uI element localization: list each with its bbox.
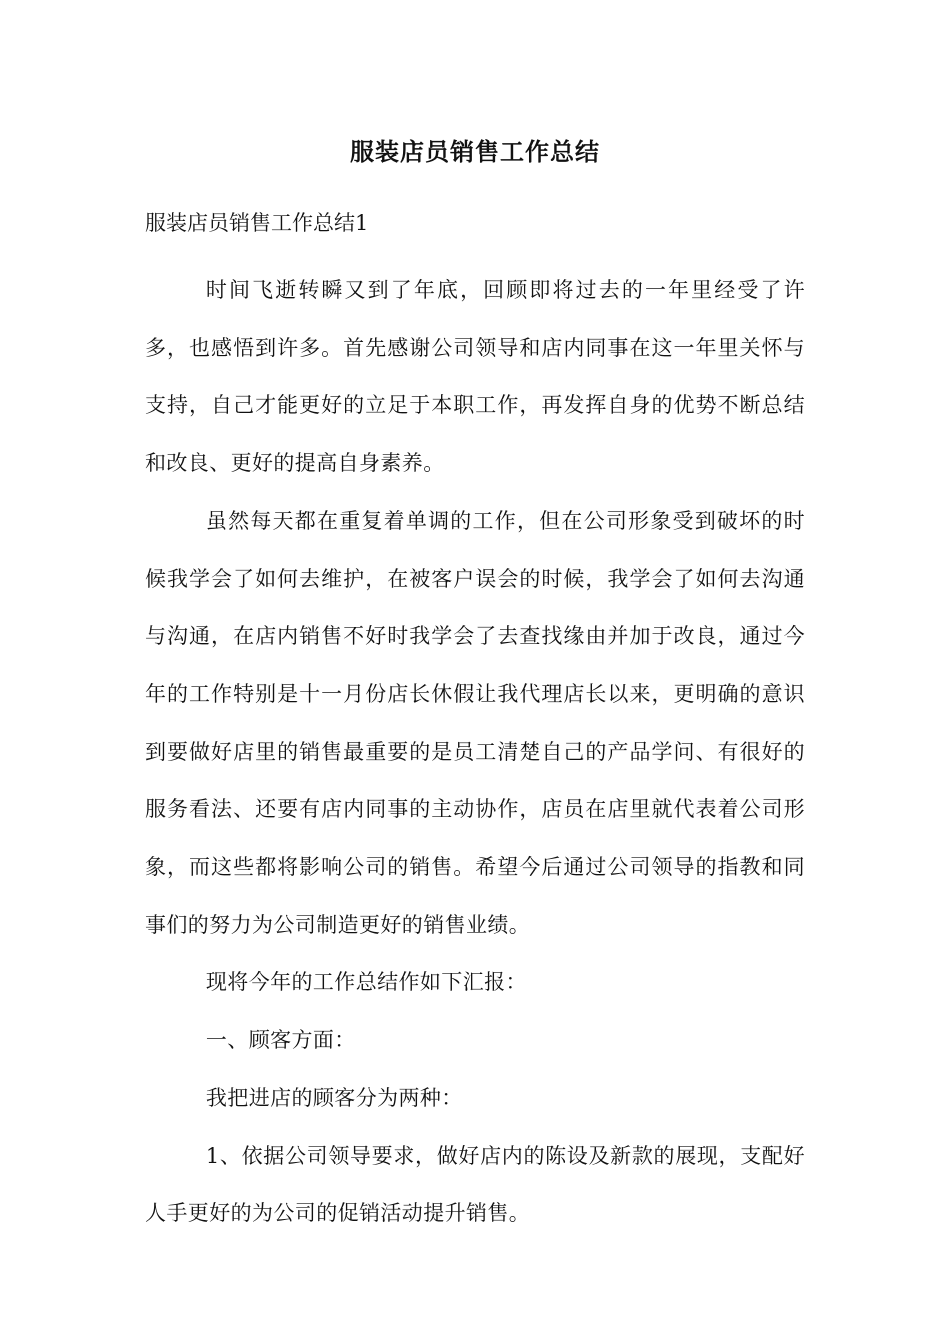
paragraph-reflection: 虽然每天都在重复着单调的工作，但在公司形象受到破坏的时候我学会了如何去维护，在被客户误会的时候，我学会了如何去沟通与沟通，在店内销售不好时我学会了去查找缘由并加于改良，通过今年的工作特别是十一月份店长休假让我代理店长以来，更明确的意识到要做好店里的销售最重要的是员工清楚自己的产品学问、有很好的服务看法、还要有店内同事的主动协作，店员在店里就代表着公司形象，而这些都将影响公司的销售。希望今后通过公司领导的指教和同事们的努力为公司制造更好的销售业绩。: [145, 508, 805, 937]
paragraph-intro: 时间飞逝转瞬又到了年底，回顾即将过去的一年里经受了许多，也感悟到许多。首先感谢公司领导和店内同事在这一年里关怀与支持，自己才能更好的立足于本职工作，再发挥自身的优势不断总结和改良、更好的提高自身素养。: [145, 278, 805, 476]
paragraph-customer-heading: 一、顾客方面：: [205, 1028, 356, 1053]
paragraph-customer-types: 我把进店的顾客分为两种：: [205, 1085, 463, 1110]
document-title: 服装店员销售工作总结: [350, 137, 600, 166]
document-body: [145, 262, 805, 1243]
paragraph-item-1: 1、依据公司领导要求，做好店内的陈设及新款的展现，支配好人手更好的为公司的促销活动提升销售。: [145, 1143, 805, 1226]
paragraph-report-intro: 现将今年的工作总结作如下汇报：: [205, 970, 527, 995]
section-heading: 服装店员销售工作总结1: [145, 211, 369, 235]
